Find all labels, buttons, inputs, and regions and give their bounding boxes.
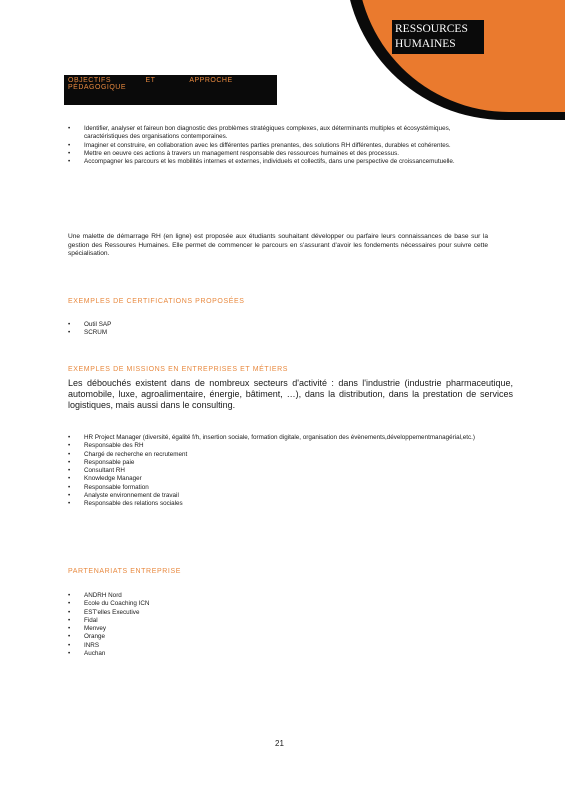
intro-paragraph: Une malette de démarrage RH (en ligne) est proposée aux étudiants souhaitant développer ou parfaire leurs connaissances de base sur la gestion des Ressoures Humaines. Elle permet de commencer le parcours en s'assurant d'avoir les fondements nécessaires pour suivre cette spécialisation. [68,233,488,257]
list-item: • Knowledge Manager [68,475,488,483]
objectifs-list [68,125,488,166]
list-item: • ANDRH Nord [68,592,268,600]
list-item: • INRS [68,642,268,650]
list-item: • Orange [68,633,268,641]
list-item: • Responsable formation [68,484,488,492]
certifications-title: EXEMPLES DE CERTIFICATIONS PROPOSÉES [68,298,245,305]
missions-lead: Les débouchés existent dans de nombreux secteurs d'activité : dans l'industrie (industrie pharmaceutique, automobile, luxe, agroalimentaire, énergie, bâtiment, …), dans la distribution, dans la prestation de services logistiques, mais aussi dans le consulting. [68,378,513,410]
list-item: • Fidal [68,617,268,625]
objectifs-banner [64,75,277,105]
list-item: • Auchan [68,650,268,658]
list-item: • EST'elles Executive [68,609,268,617]
list-item: • Accompagner les parcours et les mobilités internes et externes, individuels et collectifs, dans une perspective de croissancemutuelle. [68,158,488,166]
partenariats-list [68,592,268,658]
certifications-list [68,321,268,338]
corner-title: RESSOURCES HUMAINES [392,20,484,54]
objectifs-title: OBJECTIFS ET APPROCHE PÉDAGOGIQUE [68,77,233,91]
list-item: • Imaginer et construire, en collaboration avec les différentes parties prenantes, des solutions RH différentes, durables et cohérentes. [68,142,488,150]
missions-title: EXEMPLES DE MISSIONS EN ENTREPRISES ET MÉTIERS [68,366,289,373]
list-item: • Responsable des RH [68,442,488,450]
partenariats-title: PARTENARIATS ENTREPRISE [68,568,181,575]
list-item: • Responsable paie [68,459,488,467]
list-item: • Outil SAP [68,321,268,329]
list-item: • SCRUM [68,329,268,337]
list-item: • Mettre en oeuvre ces actions à travers un management responsable des ressources humaines et des processus. [68,150,488,158]
list-item: • Identifier, analyser et faireun bon diagnostic des problèmes stratégiques complexes, aux déterminants multiples et écosystémiques, caractéristiques des organisations contemporaines. [68,125,488,142]
list-item: • Chargé de recherche en recrutement [68,451,488,459]
list-item: • Ecole du Coaching ICN [68,600,268,608]
list-item: • Responsable des relations sociales [68,500,488,508]
corner-decoration [345,0,565,120]
page-number: 21 [275,739,284,748]
list-item: • HR Project Manager (diversité, égalité f/h, insertion sociale, formation digitale, organisation des évènements,développementmanagérial,etc.) [68,434,488,442]
list-item: • Consultant RH [68,467,488,475]
missions-list [68,434,488,509]
list-item: • Analyste environnement de travail [68,492,488,500]
list-item: • Menvey [68,625,268,633]
